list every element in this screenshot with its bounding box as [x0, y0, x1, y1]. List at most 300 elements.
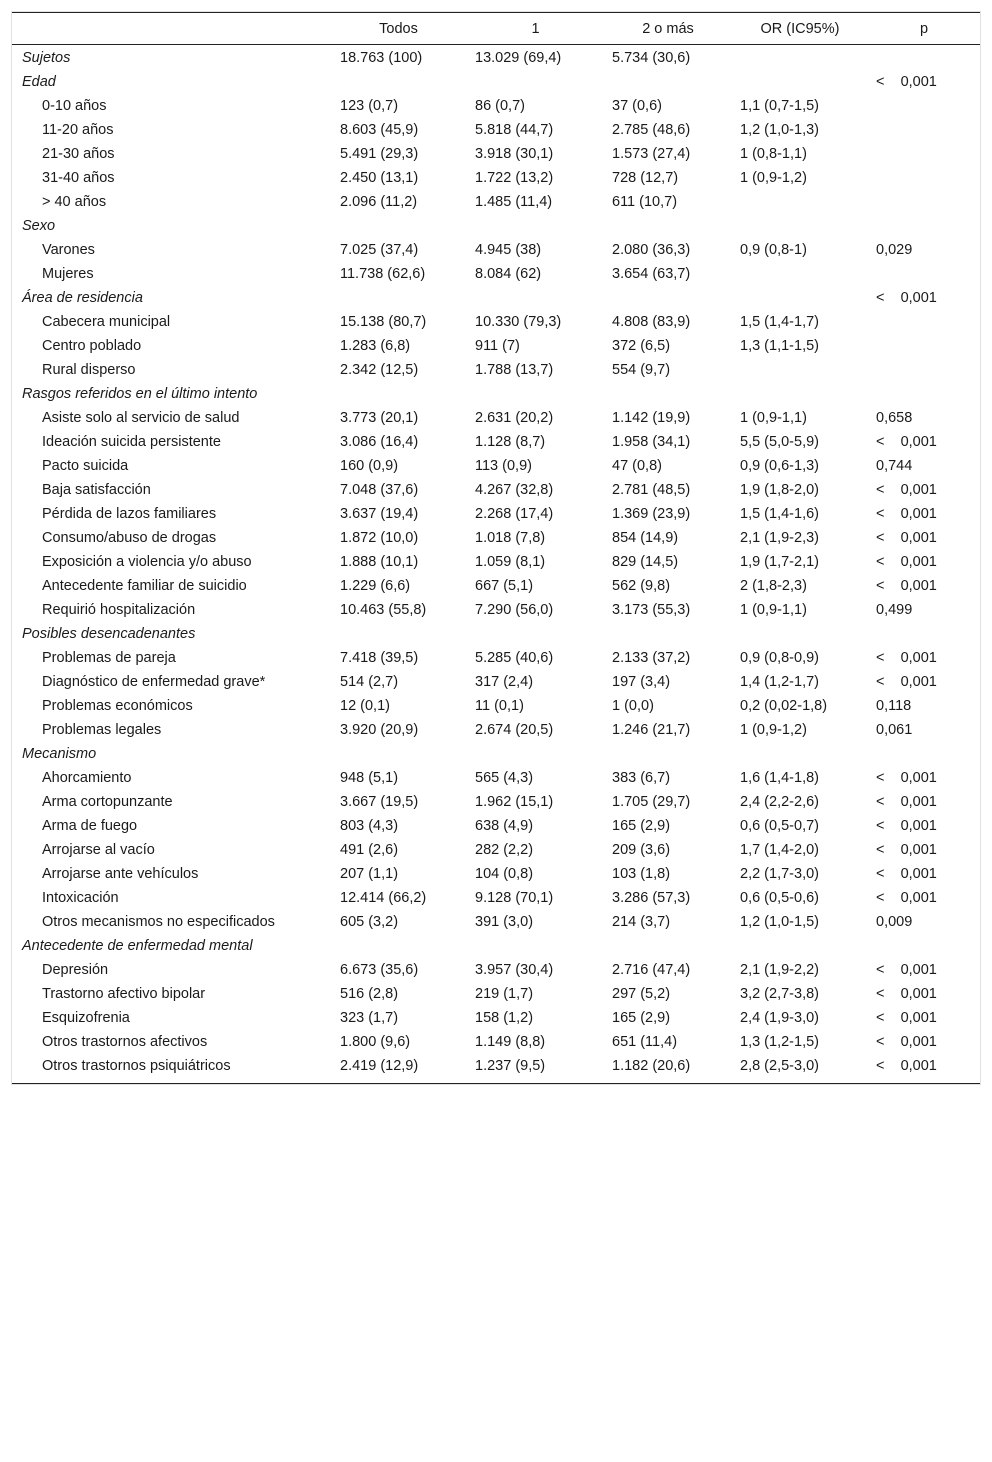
cell-or [732, 45, 868, 72]
table-row [12, 95, 980, 119]
cell-dos-o-mas: 2.133 (37,2) [612, 650, 691, 666]
table-row [12, 1007, 980, 1031]
cell-p: < 0,001 [876, 818, 937, 834]
cell-uno: 1.485 (11,4) [475, 194, 553, 210]
cell-or: 0,9 (0,6-1,3) [740, 458, 819, 474]
cell-or: 1,3 (1,2-1,5) [740, 1034, 819, 1050]
cell-p: < 0,001 [876, 1010, 937, 1026]
cell-todos: 491 (2,6) [340, 842, 399, 858]
cell-todos: 12 (0,1) [340, 698, 390, 714]
cell-uno: 86 (0,7) [475, 98, 525, 114]
row-label: Diagnóstico de enfermedad grave* [42, 674, 266, 690]
cell-uno: 5.285 (40,6) [475, 650, 554, 666]
row-label: Sexo [22, 218, 56, 234]
cell-or: 1,1 (0,7-1,5) [740, 98, 819, 114]
cell-p: < 0,001 [876, 650, 937, 666]
cell-dos-o-mas [604, 287, 732, 311]
table-row [12, 527, 980, 551]
cell-uno: 2.268 (17,4) [475, 506, 554, 522]
row-label: Posibles desencadenantes [22, 626, 196, 642]
cell-p [868, 383, 980, 407]
table-row [12, 335, 980, 359]
cell-todos [330, 743, 467, 767]
row-label: Otros trastornos afectivos [42, 1034, 208, 1050]
cell-p: < 0,001 [876, 530, 937, 546]
cell-dos-o-mas: 611 (10,7) [612, 194, 678, 210]
cell-uno: 391 (3,0) [475, 914, 534, 930]
section-row [12, 45, 980, 72]
table-row [12, 479, 980, 503]
cell-p [868, 45, 980, 72]
cell-todos: 6.673 (35,6) [340, 962, 419, 978]
cell-uno [467, 71, 604, 95]
cell-or: 1,3 (1,1-1,5) [740, 338, 819, 354]
cell-or: 0,9 (0,8-1) [740, 242, 807, 258]
cell-dos-o-mas: 1.573 (27,4) [612, 146, 691, 162]
section-row [12, 743, 980, 767]
cell-dos-o-mas: 5.734 (30,6) [612, 50, 691, 66]
cell-dos-o-mas: 829 (14,5) [612, 554, 679, 570]
cell-dos-o-mas: 2.716 (47,4) [612, 962, 691, 978]
cell-uno: 13.029 (69,4) [475, 50, 562, 66]
cell-p [868, 143, 980, 167]
row-label: Varones [42, 242, 95, 258]
table-row [12, 455, 980, 479]
cell-or: 2,1 (1,9-2,2) [740, 962, 819, 978]
cell-uno: 113 (0,9) [475, 458, 532, 474]
cell-dos-o-mas: 3.654 (63,7) [612, 266, 691, 282]
cell-or [732, 263, 868, 287]
cell-p: < 0,001 [876, 674, 937, 690]
cell-dos-o-mas: 1.142 (19,9) [612, 410, 691, 426]
cell-todos: 8.603 (45,9) [340, 122, 419, 138]
cell-uno: 317 (2,4) [475, 674, 534, 690]
cell-p [868, 119, 980, 143]
row-label: Problemas de pareja [42, 650, 176, 666]
row-label: Trastorno afectivo bipolar [42, 986, 206, 1002]
cell-dos-o-mas: 197 (3,4) [612, 674, 671, 690]
cell-or: 1,5 (1,4-1,7) [740, 314, 819, 330]
header-label [12, 13, 330, 45]
header-p: p [868, 13, 980, 45]
row-label: Ideación suicida persistente [42, 434, 221, 450]
cell-or [732, 215, 868, 239]
row-label: Pacto suicida [42, 458, 129, 474]
cell-todos [330, 287, 467, 311]
cell-todos: 3.920 (20,9) [340, 722, 419, 738]
cell-p [868, 311, 980, 335]
cell-p [868, 335, 980, 359]
cell-or: 0,9 (0,8-0,9) [740, 650, 819, 666]
cell-p: 0,029 [876, 242, 913, 258]
cell-or: 1,2 (1,0-1,3) [740, 122, 819, 138]
row-label: Pérdida de lazos familiares [42, 506, 217, 522]
table-row [12, 887, 980, 911]
cell-todos: 3.667 (19,5) [340, 794, 419, 810]
cell-or: 0,2 (0,02-1,8) [740, 698, 828, 714]
header-dos-o-mas: 2 o más [604, 13, 732, 45]
cell-or [732, 743, 868, 767]
cell-uno: 4.267 (32,8) [475, 482, 554, 498]
table-row [12, 815, 980, 839]
cell-or: 2 (1,8-2,3) [740, 578, 807, 594]
cell-todos: 207 (1,1) [340, 866, 399, 882]
cell-p [868, 623, 980, 647]
cell-dos-o-mas: 4.808 (83,9) [612, 314, 691, 330]
cell-dos-o-mas: 1 (0,0) [612, 698, 654, 714]
cell-p: < 0,001 [876, 890, 937, 906]
cell-dos-o-mas: 1.369 (23,9) [612, 506, 691, 522]
cell-dos-o-mas [604, 215, 732, 239]
cell-or: 1,6 (1,4-1,8) [740, 770, 819, 786]
row-label: Consumo/abuso de drogas [42, 530, 217, 546]
cell-dos-o-mas: 165 (2,9) [612, 818, 671, 834]
cell-todos: 12.414 (66,2) [340, 890, 427, 906]
cell-todos: 803 (4,3) [340, 818, 399, 834]
table-row [12, 1055, 980, 1084]
table-row [12, 791, 980, 815]
cell-todos: 123 (0,7) [340, 98, 399, 114]
row-label: Requirió hospitalización [42, 602, 196, 618]
cell-dos-o-mas [604, 623, 732, 647]
row-label: 21-30 años [42, 146, 115, 162]
row-label: Intoxicación [42, 890, 119, 906]
row-label: Mujeres [42, 266, 94, 282]
cell-todos: 1.229 (6,6) [340, 578, 411, 594]
row-label: Arma de fuego [42, 818, 138, 834]
cell-or: 1,2 (1,0-1,5) [740, 914, 819, 930]
cell-p [868, 359, 980, 383]
cell-uno: 7.290 (56,0) [475, 602, 554, 618]
cell-todos: 516 (2,8) [340, 986, 399, 1002]
cell-dos-o-mas: 214 (3,7) [612, 914, 671, 930]
table-row [12, 239, 980, 263]
row-label: Problemas económicos [42, 698, 193, 714]
cell-uno: 1.237 (9,5) [467, 1055, 604, 1084]
row-label: Baja satisfacción [42, 482, 151, 498]
cell-p: < 0,001 [876, 434, 937, 450]
cell-p: < 0,001 [876, 1034, 937, 1050]
cell-p [868, 167, 980, 191]
cell-uno: 3.918 (30,1) [475, 146, 554, 162]
cell-todos: 514 (2,7) [340, 674, 399, 690]
cell-dos-o-mas [604, 935, 732, 959]
cell-todos: 7.048 (37,6) [340, 482, 419, 498]
table-container [11, 11, 981, 1085]
cell-or [732, 623, 868, 647]
table-row [12, 599, 980, 623]
cell-dos-o-mas [604, 71, 732, 95]
cell-p: 0,499 [876, 602, 913, 618]
row-label: Asiste solo al servicio de salud [42, 410, 240, 426]
cell-uno: 1.788 (13,7) [475, 362, 554, 378]
row-label: Arma cortopunzante [42, 794, 173, 810]
cell-or: 2,8 (2,5-3,0) [732, 1055, 868, 1084]
cell-dos-o-mas: 1.182 (20,6) [604, 1055, 732, 1084]
cell-p: < 0,001 [876, 986, 937, 1002]
cell-dos-o-mas: 165 (2,9) [612, 1010, 671, 1026]
cell-or: 1,9 (1,8-2,0) [740, 482, 819, 498]
cell-dos-o-mas: 2.080 (36,3) [612, 242, 691, 258]
row-label: 11-20 años [42, 122, 114, 138]
row-label: Rasgos referidos en el último intento [22, 386, 258, 402]
cell-or: 2,1 (1,9-2,3) [740, 530, 819, 546]
row-label: Sujetos [22, 50, 71, 66]
cell-uno: 911 (7) [475, 338, 520, 354]
cell-p: 0,118 [876, 698, 912, 714]
row-label: Cabecera municipal [42, 314, 171, 330]
cell-p: < 0,001 [876, 794, 937, 810]
table-row [12, 1031, 980, 1055]
cell-or [732, 287, 868, 311]
cell-uno [467, 743, 604, 767]
cell-or: 5,5 (5,0-5,9) [740, 434, 819, 450]
cell-uno [467, 935, 604, 959]
table-row [12, 311, 980, 335]
cell-uno: 1.722 (13,2) [475, 170, 554, 186]
cell-p [868, 95, 980, 119]
cell-todos: 5.491 (29,3) [340, 146, 419, 162]
table-row [12, 359, 980, 383]
cell-p [868, 935, 980, 959]
cell-dos-o-mas: 562 (9,8) [612, 578, 671, 594]
cell-p: < 0,001 [876, 506, 937, 522]
cell-dos-o-mas: 47 (0,8) [612, 458, 662, 474]
cell-todos: 2.096 (11,2) [340, 194, 418, 210]
cell-p [868, 215, 980, 239]
cell-p: < 0,001 [876, 770, 937, 786]
cell-uno: 1.059 (8,1) [475, 554, 546, 570]
cell-p [868, 263, 980, 287]
cell-uno: 158 (1,2) [475, 1010, 534, 1026]
cell-dos-o-mas: 3.173 (55,3) [612, 602, 691, 618]
section-row [12, 287, 980, 311]
cell-dos-o-mas: 1.958 (34,1) [612, 434, 691, 450]
cell-dos-o-mas: 1.705 (29,7) [612, 794, 691, 810]
table-row [12, 767, 980, 791]
cell-todos: 1.872 (10,0) [340, 530, 419, 546]
cell-uno: 2.674 (20,5) [475, 722, 554, 738]
row-label: Esquizofrenia [42, 1010, 130, 1026]
cell-or [732, 191, 868, 215]
header-or: OR (IC95%) [732, 13, 868, 45]
cell-or [732, 383, 868, 407]
cell-or: 1 (0,9-1,2) [740, 722, 807, 738]
cell-uno [467, 623, 604, 647]
table-row [12, 407, 980, 431]
table-header [12, 13, 980, 45]
cell-p: < 0,001 [876, 866, 937, 882]
row-label: Otros trastornos psiquiátricos [12, 1055, 330, 1084]
cell-uno: 1.018 (7,8) [475, 530, 546, 546]
row-label: Depresión [42, 962, 109, 978]
data-table [12, 12, 980, 1084]
cell-p: < 0,001 [876, 842, 937, 858]
table-row [12, 719, 980, 743]
cell-uno: 1.128 (8,7) [475, 434, 546, 450]
cell-p: < 0,001 [868, 1055, 980, 1084]
cell-p [868, 191, 980, 215]
cell-todos: 1.283 (6,8) [340, 338, 411, 354]
cell-todos: 1.800 (9,6) [340, 1034, 411, 1050]
cell-todos: 605 (3,2) [340, 914, 399, 930]
cell-or: 1,7 (1,4-2,0) [740, 842, 819, 858]
cell-uno: 1.962 (15,1) [475, 794, 554, 810]
cell-uno: 1.149 (8,8) [475, 1034, 546, 1050]
cell-dos-o-mas: 554 (9,7) [612, 362, 671, 378]
cell-p [868, 743, 980, 767]
table-row [12, 863, 980, 887]
cell-p: < 0,001 [876, 962, 937, 978]
cell-p: 0,009 [876, 914, 913, 930]
header-uno: 1 [467, 13, 604, 45]
row-label: Área de residencia [22, 290, 143, 306]
cell-dos-o-mas: 209 (3,6) [612, 842, 671, 858]
row-label: Ahorcamiento [42, 770, 132, 786]
cell-dos-o-mas: 297 (5,2) [612, 986, 671, 1002]
cell-uno: 667 (5,1) [475, 578, 534, 594]
table-row [12, 503, 980, 527]
cell-p: < 0,001 [876, 554, 937, 570]
table-row [12, 671, 980, 695]
section-row [12, 623, 980, 647]
cell-uno: 10.330 (79,3) [475, 314, 562, 330]
cell-uno: 638 (4,9) [475, 818, 534, 834]
row-label: Edad [22, 74, 56, 90]
row-label: Otros mecanismos no especificados [42, 914, 275, 930]
cell-todos: 2.342 (12,5) [340, 362, 419, 378]
cell-todos: 323 (1,7) [340, 1010, 399, 1026]
cell-dos-o-mas [604, 383, 732, 407]
cell-p: < 0,001 [876, 578, 937, 594]
cell-p: 0,658 [876, 410, 913, 426]
cell-dos-o-mas: 1.246 (21,7) [612, 722, 691, 738]
table-row [12, 431, 980, 455]
cell-todos: 160 (0,9) [340, 458, 399, 474]
cell-dos-o-mas: 372 (6,5) [612, 338, 671, 354]
cell-dos-o-mas: 37 (0,6) [612, 98, 662, 114]
table-row [12, 551, 980, 575]
cell-todos: 11.738 (62,6) [340, 266, 426, 282]
cell-uno: 4.945 (38) [475, 242, 542, 258]
cell-todos: 10.463 (55,8) [340, 602, 427, 618]
cell-or [732, 71, 868, 95]
row-label: Antecedente familiar de suicidio [42, 578, 247, 594]
table-row [12, 167, 980, 191]
cell-uno: 104 (0,8) [475, 866, 534, 882]
cell-todos [330, 383, 467, 407]
cell-dos-o-mas: 854 (14,9) [612, 530, 679, 546]
cell-uno: 9.128 (70,1) [475, 890, 554, 906]
cell-or: 1 (0,9-1,1) [740, 602, 807, 618]
cell-todos [330, 215, 467, 239]
row-label: 31-40 años [42, 170, 115, 186]
header-row [12, 13, 980, 45]
cell-todos: 3.086 (16,4) [340, 434, 419, 450]
row-label: Mecanismo [22, 746, 97, 762]
cell-todos: 948 (5,1) [340, 770, 399, 786]
cell-p: 0,744 [876, 458, 913, 474]
cell-p: < 0,001 [876, 290, 937, 306]
table-row [12, 959, 980, 983]
cell-p: 0,061 [876, 722, 913, 738]
cell-or: 1,5 (1,4-1,6) [740, 506, 819, 522]
table-row [12, 983, 980, 1007]
cell-uno: 565 (4,3) [475, 770, 534, 786]
cell-todos: 3.637 (19,4) [340, 506, 419, 522]
cell-todos: 7.418 (39,5) [340, 650, 419, 666]
cell-or: 0,6 (0,5-0,6) [740, 890, 819, 906]
cell-todos: 18.763 (100) [340, 50, 423, 66]
cell-uno [467, 287, 604, 311]
cell-dos-o-mas: 383 (6,7) [612, 770, 671, 786]
cell-todos: 3.773 (20,1) [340, 410, 419, 426]
table-row [12, 263, 980, 287]
cell-todos: 1.888 (10,1) [340, 554, 419, 570]
cell-or: 1 (0,9-1,1) [740, 410, 807, 426]
cell-uno: 11 (0,1) [475, 698, 524, 714]
cell-or: 2,4 (1,9-3,0) [740, 1010, 819, 1026]
row-label: > 40 años [42, 194, 107, 210]
cell-dos-o-mas: 728 (12,7) [612, 170, 679, 186]
cell-uno: 5.818 (44,7) [475, 122, 554, 138]
table-row [12, 647, 980, 671]
header-todos: Todos [330, 13, 467, 45]
table-row [12, 911, 980, 935]
cell-dos-o-mas: 651 (11,4) [612, 1034, 678, 1050]
cell-dos-o-mas [604, 743, 732, 767]
cell-dos-o-mas: 2.781 (48,5) [612, 482, 691, 498]
cell-p: < 0,001 [876, 74, 937, 90]
cell-uno [467, 215, 604, 239]
cell-or: 1,4 (1,2-1,7) [740, 674, 819, 690]
cell-todos [330, 71, 467, 95]
cell-or: 2,2 (1,7-3,0) [740, 866, 819, 882]
table-row [12, 695, 980, 719]
table-row [12, 143, 980, 167]
cell-or: 3,2 (2,7-3,8) [740, 986, 819, 1002]
row-label: Arrojarse ante vehículos [42, 866, 199, 882]
cell-uno: 3.957 (30,4) [475, 962, 554, 978]
cell-or: 1 (0,8-1,1) [740, 146, 807, 162]
cell-todos: 15.138 (80,7) [340, 314, 427, 330]
cell-or: 0,6 (0,5-0,7) [740, 818, 819, 834]
cell-uno [467, 383, 604, 407]
cell-todos [330, 623, 467, 647]
table-row [12, 839, 980, 863]
cell-uno: 282 (2,2) [475, 842, 534, 858]
cell-uno: 219 (1,7) [475, 986, 534, 1002]
cell-or [732, 935, 868, 959]
section-row [12, 71, 980, 95]
row-label: Centro poblado [42, 338, 142, 354]
table-row [12, 575, 980, 599]
cell-p: < 0,001 [876, 482, 937, 498]
cell-or: 1,9 (1,7-2,1) [740, 554, 819, 570]
section-row [12, 935, 980, 959]
cell-uno: 8.084 (62) [475, 266, 542, 282]
table-row [12, 119, 980, 143]
cell-or [732, 359, 868, 383]
cell-dos-o-mas: 3.286 (57,3) [612, 890, 691, 906]
section-row [12, 215, 980, 239]
cell-or: 1 (0,9-1,2) [740, 170, 807, 186]
row-label: Arrojarse al vacío [42, 842, 155, 858]
cell-uno: 2.631 (20,2) [475, 410, 554, 426]
cell-or: 2,4 (2,2-2,6) [740, 794, 819, 810]
row-label: Problemas legales [42, 722, 162, 738]
row-label: Exposición a violencia y/o abuso [42, 554, 252, 570]
